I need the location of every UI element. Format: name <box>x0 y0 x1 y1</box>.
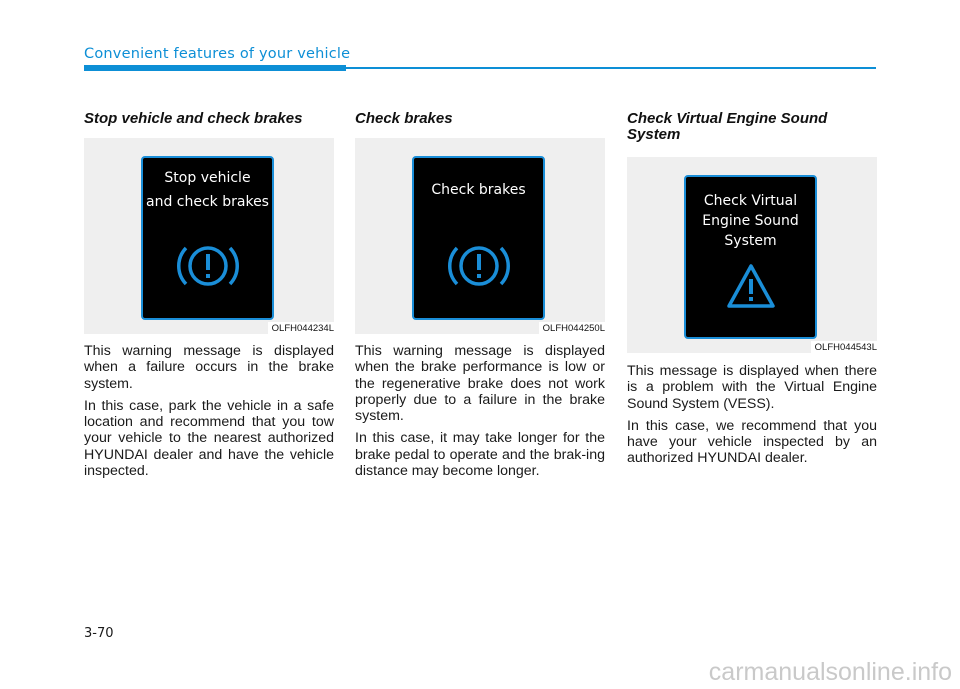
figure-check-brakes <box>355 138 605 334</box>
section-rule-thin <box>346 67 876 69</box>
triangle-warning-icon <box>726 263 776 309</box>
heading-check-vess: Check Virtual Engine Sound System <box>627 110 828 143</box>
display-line: Stop vehicle <box>164 170 251 186</box>
display-line: System <box>724 233 777 249</box>
column-stop-vehicle <box>84 111 334 127</box>
body-check-brakes <box>355 343 605 485</box>
display-line: Engine Sound <box>702 213 799 229</box>
paragraph: This message is displayed when there is a problem with the Virtual Engine Sound System (VESS). <box>627 363 877 412</box>
watermark: carmanualsonline.info <box>708 658 952 686</box>
heading-check-brakes: Check brakes <box>355 110 453 127</box>
section-rule-thick <box>84 65 346 71</box>
paragraph: This warning message is displayed when the brake performance is low or the regenerative brake does not work properly due to a failure in the brake system. <box>355 343 605 425</box>
display-line: Check brakes <box>431 182 526 198</box>
figure-stop-vehicle <box>84 138 334 334</box>
cluster-display <box>412 156 545 320</box>
display-line: Check Virtual <box>703 193 798 209</box>
brake-warning-icon <box>447 240 511 292</box>
column-check-brakes <box>355 111 605 127</box>
heading-stop-vehicle: Stop vehicle and check brakes <box>84 110 303 127</box>
paragraph: In this case, it may take longer for the brake pedal to operate and the brak-ing distance may become longer. <box>355 430 605 480</box>
body-check-vess <box>627 363 877 473</box>
brake-warning-icon <box>176 240 240 292</box>
paragraph: This warning message is displayed when a failure occurs in the brake system. <box>84 343 334 392</box>
figure-code: OLFH044234L <box>268 322 334 334</box>
body-stop-vehicle <box>84 343 334 485</box>
figure-check-vess <box>627 157 877 353</box>
section-title: Convenient features of your vehicle <box>84 46 351 62</box>
paragraph: In this case, we recommend that you have your vehicle inspected by an authorized HYUNDAI dealer. <box>627 417 877 467</box>
figure-code: OLFH044543L <box>811 341 877 353</box>
display-line: and check brakes <box>146 194 269 210</box>
cluster-display <box>141 156 274 320</box>
paragraph: In this case, park the vehicle in a safe location and recommend that you tow your vehicle to the nearest authorized HYUNDAI dealer and have the vehicle inspected. <box>84 397 334 480</box>
cluster-display <box>684 175 817 339</box>
page-number: 3-70 <box>84 626 114 641</box>
figure-code: OLFH044250L <box>539 322 605 334</box>
column-check-vess <box>627 111 877 143</box>
